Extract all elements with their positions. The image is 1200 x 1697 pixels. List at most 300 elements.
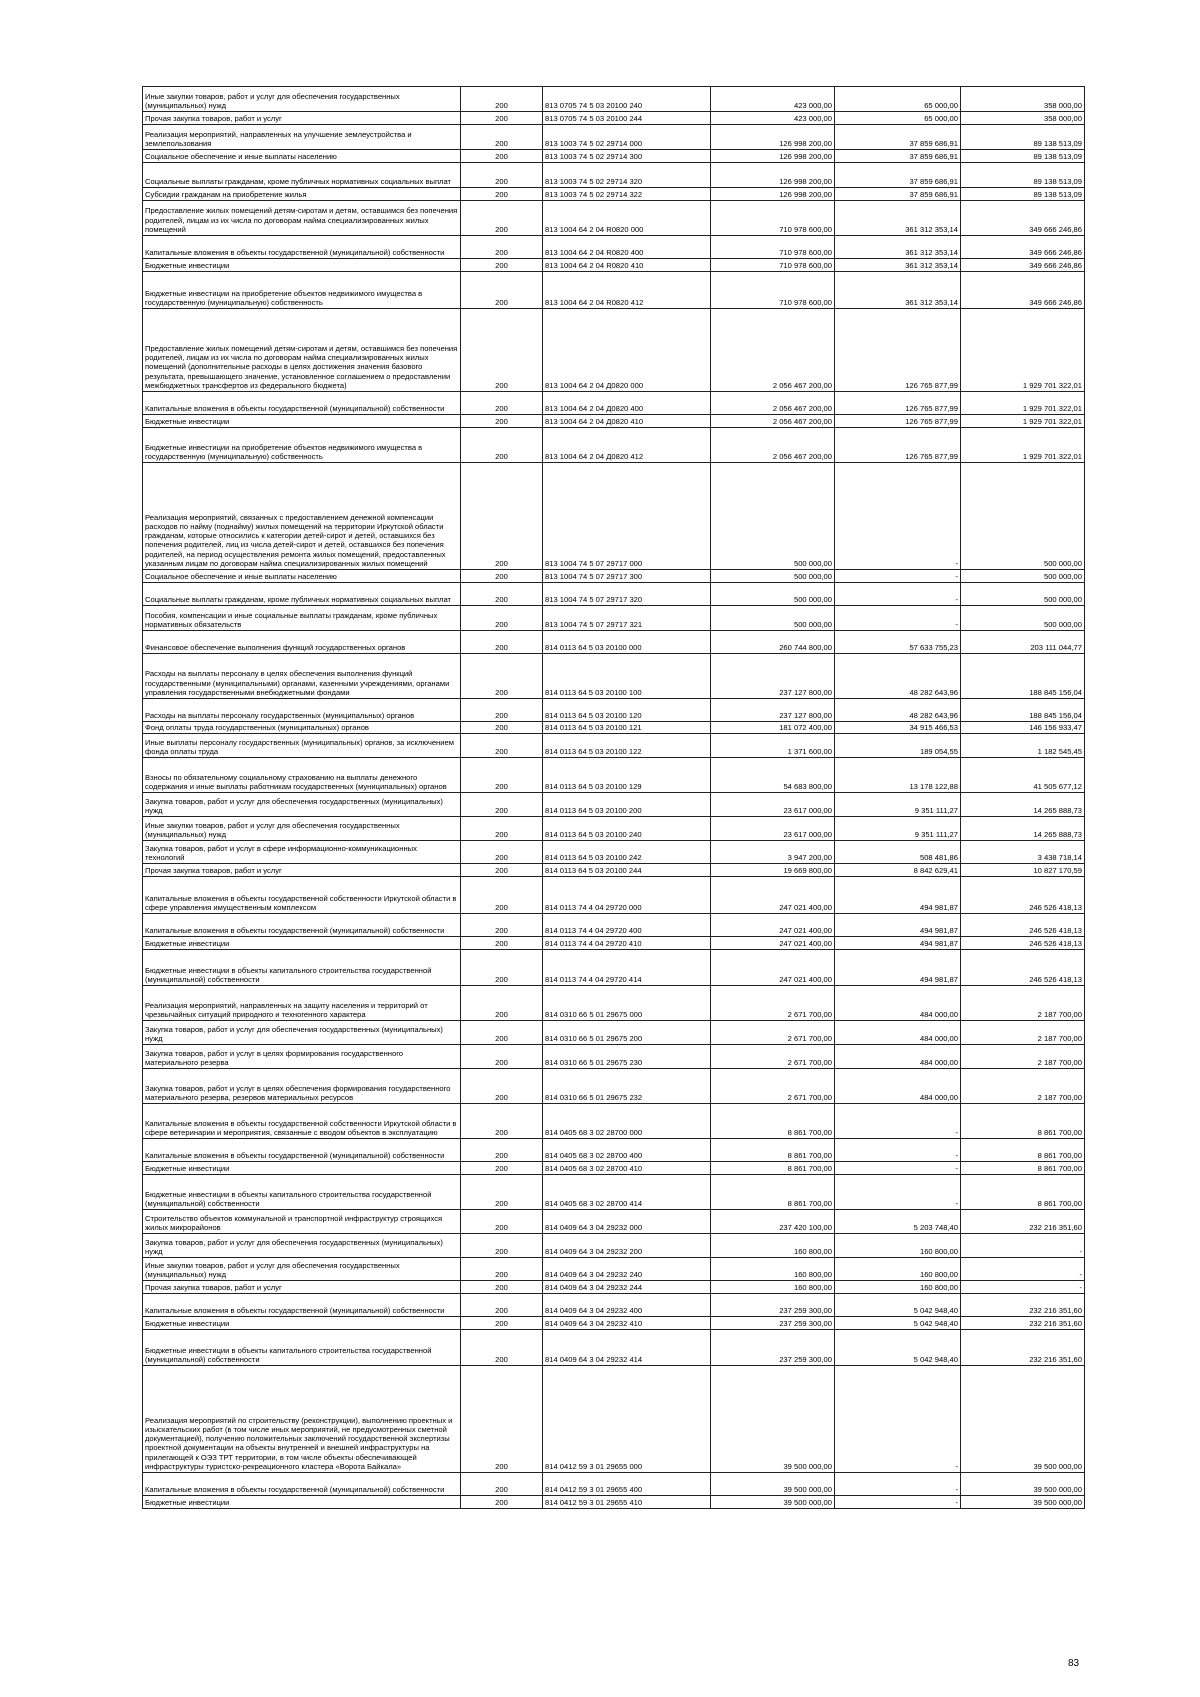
line-code: 200 [461,914,543,937]
budget-classification-code: 814 0310 66 5 01 29675 230 [543,1045,711,1069]
budget-classification-code: 814 0113 74 4 04 29720 414 [543,950,711,986]
unexecuted-amount: 1 929 701 322,01 [961,428,1085,463]
approved-amount: 39 500 000,00 [711,1496,835,1509]
line-code: 200 [461,734,543,758]
line-code: 200 [461,259,543,272]
budget-classification-code: 813 1004 74 5 07 29717 300 [543,570,711,583]
budget-classification-code: 814 0310 66 5 01 29675 200 [543,1021,711,1045]
executed-amount: 160 800,00 [835,1281,961,1294]
approved-amount: 2 056 467 200,00 [711,415,835,428]
line-code: 200 [461,1021,543,1045]
table-row [143,87,1085,112]
page-number: 83 [1068,1658,1080,1669]
unexecuted-amount: 246 526 418,13 [961,937,1085,950]
line-code: 200 [461,428,543,463]
table-row [143,463,1085,570]
row-name: Реализация мероприятий, направленных на защиту населения и территорий от чрезвычайных ситуаций природного и техногенного характера [143,986,461,1021]
executed-amount: 37 859 686,91 [835,125,961,150]
executed-amount: 9 351 111,27 [835,793,961,817]
line-code: 200 [461,163,543,188]
line-code: 200 [461,1366,543,1473]
line-code: 200 [461,1330,543,1366]
table-row [143,272,1085,309]
executed-amount: 484 000,00 [835,1045,961,1069]
table-row [143,699,1085,722]
executed-amount: 361 312 353,14 [835,272,961,309]
line-code: 200 [461,950,543,986]
line-code: 200 [461,463,543,570]
budget-classification-code: 814 0310 66 5 01 29675 232 [543,1069,711,1104]
unexecuted-amount: 232 216 351,60 [961,1317,1085,1330]
table-row [143,606,1085,631]
approved-amount: 54 683 800,00 [711,758,835,793]
table-row [143,1330,1085,1366]
executed-amount: 65 000,00 [835,112,961,125]
budget-classification-code: 814 0409 64 3 04 29232 410 [543,1317,711,1330]
row-name: Закупка товаров, работ и услуг в целях формирования государственного материального резерва [143,1045,461,1069]
approved-amount: 160 800,00 [711,1281,835,1294]
table-row [143,125,1085,150]
table-row [143,817,1085,841]
approved-amount: 260 744 800,00 [711,631,835,654]
row-name: Бюджетные инвестиции в объекты капитального строительства государственной (муниципальной) собственности [143,1330,461,1366]
line-code: 200 [461,1258,543,1281]
row-name: Капитальные вложения в объекты государственной (муниципальной) собственности [143,1473,461,1496]
table-row [143,1139,1085,1162]
row-name: Прочая закупка товаров, работ и услуг [143,1281,461,1294]
budget-classification-code: 814 0405 68 3 02 28700 410 [543,1162,711,1175]
approved-amount: 160 800,00 [711,1258,835,1281]
budget-classification-code: 814 0405 68 3 02 28700 000 [543,1104,711,1139]
approved-amount: 2 056 467 200,00 [711,309,835,392]
approved-amount: 2 671 700,00 [711,986,835,1021]
table-row [143,188,1085,201]
approved-amount: 8 861 700,00 [711,1139,835,1162]
table-row [143,734,1085,758]
line-code: 200 [461,112,543,125]
executed-amount: 37 859 686,91 [835,163,961,188]
executed-amount: 37 859 686,91 [835,188,961,201]
unexecuted-amount: 246 526 418,13 [961,877,1085,914]
line-code: 200 [461,1317,543,1330]
row-name: Бюджетные инвестиции в объекты капитального строительства государственной (муниципальной) собственности [143,950,461,986]
row-name: Капитальные вложения в объекты государственной (муниципальной) собственности [143,914,461,937]
row-name: Расходы на выплаты персоналу в целях обеспечения выполнения функций государственными (муниципальными) органами, казенными учреждениями, органами управления государственными внебюджетными фондами [143,654,461,699]
executed-amount: - [835,1366,961,1473]
budget-classification-code: 814 0113 74 4 04 29720 410 [543,937,711,950]
table-row [143,1069,1085,1104]
budget-classification-code: 813 1004 74 5 07 29717 320 [543,583,711,606]
unexecuted-amount: 41 505 677,12 [961,758,1085,793]
row-name: Предоставление жилых помещений детям-сиротам и детям, оставшимся без попечения родителей, лицам из их числа по договорам найма специализированных жилых помещений [143,201,461,236]
unexecuted-amount: 349 666 246,86 [961,236,1085,259]
row-name: Строительство объектов коммунальной и транспортной инфраструктур строящихся жилых микрорайонов [143,1210,461,1234]
approved-amount: 8 861 700,00 [711,1104,835,1139]
unexecuted-amount: - [961,1281,1085,1294]
executed-amount: 34 915 466,53 [835,722,961,734]
table-row [143,793,1085,817]
row-name: Пособия, компенсации и иные социальные выплаты гражданам, кроме публичных нормативных обязательств [143,606,461,631]
table-row [143,1045,1085,1069]
line-code: 200 [461,1294,543,1317]
budget-classification-code: 813 1004 64 2 04 R0820 400 [543,236,711,259]
budget-classification-code: 813 1004 74 5 07 29717 000 [543,463,711,570]
executed-amount: 126 765 877,99 [835,415,961,428]
budget-classification-code: 813 1004 64 2 04 R0820 410 [543,259,711,272]
approved-amount: 710 978 600,00 [711,236,835,259]
row-name: Социальные выплаты гражданам, кроме публичных нормативных социальных выплат [143,163,461,188]
table-row [143,201,1085,236]
table-row [143,570,1085,583]
executed-amount: 484 000,00 [835,1069,961,1104]
executed-amount: 361 312 353,14 [835,236,961,259]
table-row [143,1294,1085,1317]
table-row [143,150,1085,163]
unexecuted-amount: 188 845 156,04 [961,654,1085,699]
table-row [143,236,1085,259]
row-name: Субсидии гражданам на приобретение жилья [143,188,461,201]
row-name: Иные закупки товаров, работ и услуг для обеспечения государственных (муниципальных) нужд [143,87,461,112]
table-row [143,1473,1085,1496]
unexecuted-amount: 89 138 513,09 [961,150,1085,163]
approved-amount: 247 021 400,00 [711,914,835,937]
unexecuted-amount: 146 156 933,47 [961,722,1085,734]
unexecuted-amount: 246 526 418,13 [961,914,1085,937]
approved-amount: 237 127 800,00 [711,654,835,699]
budget-classification-code: 813 1004 74 5 07 29717 321 [543,606,711,631]
line-code: 200 [461,150,543,163]
budget-table [142,86,1085,1509]
row-name: Прочая закупка товаров, работ и услуг [143,864,461,877]
unexecuted-amount: 14 265 888,73 [961,817,1085,841]
approved-amount: 8 861 700,00 [711,1175,835,1210]
budget-classification-code: 813 1004 64 2 04 Д0820 412 [543,428,711,463]
row-name: Капитальные вложения в объекты государственной собственности Иркутской области в сфере управления имущественным комплексом [143,877,461,914]
executed-amount: 126 765 877,99 [835,309,961,392]
executed-amount: 13 178 122,88 [835,758,961,793]
approved-amount: 39 500 000,00 [711,1473,835,1496]
unexecuted-amount: 203 111 044,77 [961,631,1085,654]
executed-amount: 189 054,55 [835,734,961,758]
budget-classification-code: 814 0113 64 5 03 20100 242 [543,841,711,864]
unexecuted-amount: 89 138 513,09 [961,188,1085,201]
unexecuted-amount: 2 187 700,00 [961,1021,1085,1045]
approved-amount: 23 617 000,00 [711,817,835,841]
executed-amount: - [835,583,961,606]
executed-amount: 48 282 643,96 [835,654,961,699]
budget-classification-code: 814 0409 64 3 04 29232 200 [543,1234,711,1258]
row-name: Капитальные вложения в объекты государственной (муниципальной) собственности [143,236,461,259]
executed-amount: 9 351 111,27 [835,817,961,841]
approved-amount: 710 978 600,00 [711,201,835,236]
row-name: Иные закупки товаров, работ и услуг для обеспечения государственных (муниципальных) нужд [143,1258,461,1281]
table-row [143,1210,1085,1234]
unexecuted-amount: 8 861 700,00 [961,1139,1085,1162]
line-code: 200 [461,986,543,1021]
unexecuted-amount: 39 500 000,00 [961,1496,1085,1509]
row-name: Иные выплаты персоналу государственных (муниципальных) органов, за исключением фонда оплаты труда [143,734,461,758]
budget-classification-code: 813 0705 74 5 03 20100 244 [543,112,711,125]
line-code: 200 [461,817,543,841]
approved-amount: 237 259 300,00 [711,1330,835,1366]
unexecuted-amount: 2 187 700,00 [961,986,1085,1021]
approved-amount: 2 671 700,00 [711,1069,835,1104]
approved-amount: 500 000,00 [711,463,835,570]
unexecuted-amount: 188 845 156,04 [961,699,1085,722]
budget-classification-code: 814 0409 64 3 04 29232 240 [543,1258,711,1281]
unexecuted-amount: - [961,1258,1085,1281]
row-name: Реализация мероприятий, связанных с предоставлением денежной компенсации расходов по найму (поднайму) жилых помещений на территории Иркутской области гражданам, которые относились к категории детей-сирот и детей, оставшихся без попечения родителей, лиц из числа детей-сирот и детей, оставшихся без попечения родителей, на период осуществления ремонта жилых помещений, предоставленных указанным лицам по договорам найма специализированных жилых помещений [143,463,461,570]
unexecuted-amount: 232 216 351,60 [961,1330,1085,1366]
row-name: Бюджетные инвестиции [143,937,461,950]
budget-classification-code: 813 1004 64 2 04 Д0820 000 [543,309,711,392]
executed-amount: 361 312 353,14 [835,201,961,236]
line-code: 200 [461,722,543,734]
line-code: 200 [461,392,543,415]
unexecuted-amount: 232 216 351,60 [961,1210,1085,1234]
row-name: Закупка товаров, работ и услуг для обеспечения государственных (муниципальных) нужд [143,1234,461,1258]
line-code: 200 [461,236,543,259]
row-name: Бюджетные инвестиции [143,1162,461,1175]
budget-classification-code: 813 1004 64 2 04 Д0820 400 [543,392,711,415]
row-name: Капитальные вложения в объекты государственной (муниципальной) собственности [143,392,461,415]
budget-classification-code: 813 1003 74 5 02 29714 300 [543,150,711,163]
approved-amount: 23 617 000,00 [711,793,835,817]
executed-amount: 160 800,00 [835,1258,961,1281]
executed-amount: - [835,570,961,583]
row-name: Фонд оплаты труда государственных (муниципальных) органов [143,722,461,734]
row-name: Расходы на выплаты персоналу государственных (муниципальных) органов [143,699,461,722]
budget-classification-code: 814 0412 59 3 01 29655 410 [543,1496,711,1509]
unexecuted-amount: 89 138 513,09 [961,163,1085,188]
executed-amount: 57 633 755,23 [835,631,961,654]
approved-amount: 126 998 200,00 [711,188,835,201]
budget-classification-code: 814 0113 64 5 03 20100 120 [543,699,711,722]
budget-classification-code: 814 0113 64 5 03 20100 122 [543,734,711,758]
line-code: 200 [461,1496,543,1509]
row-name: Бюджетные инвестиции на приобретение объектов недвижимого имущества в государственную (муниципальную) собственность [143,428,461,463]
unexecuted-amount: 1 929 701 322,01 [961,392,1085,415]
approved-amount: 237 420 100,00 [711,1210,835,1234]
executed-amount: 508 481,86 [835,841,961,864]
line-code: 200 [461,758,543,793]
table-body [143,87,1085,1509]
budget-classification-code: 814 0113 74 4 04 29720 400 [543,914,711,937]
row-name: Социальные выплаты гражданам, кроме публичных нормативных социальных выплат [143,583,461,606]
budget-classification-code: 814 0405 68 3 02 28700 400 [543,1139,711,1162]
approved-amount: 423 000,00 [711,112,835,125]
unexecuted-amount: 358 000,00 [961,112,1085,125]
approved-amount: 126 998 200,00 [711,125,835,150]
budget-classification-code: 813 0705 74 5 03 20100 240 [543,87,711,112]
table-row [143,937,1085,950]
line-code: 200 [461,1045,543,1069]
unexecuted-amount: 8 861 700,00 [961,1104,1085,1139]
row-name: Взносы по обязательному социальному страхованию на выплаты денежного содержания и иные выплаты работникам государственных (муниципальных) органов [143,758,461,793]
unexecuted-amount: 8 861 700,00 [961,1175,1085,1210]
approved-amount: 237 259 300,00 [711,1317,835,1330]
table-row [143,986,1085,1021]
line-code: 200 [461,877,543,914]
approved-amount: 500 000,00 [711,606,835,631]
unexecuted-amount: 1 929 701 322,01 [961,415,1085,428]
row-name: Капитальные вложения в объекты государственной (муниципальной) собственности [143,1294,461,1317]
row-name: Предоставление жилых помещений детям-сиротам и детям, оставшимся без попечения родителей, лицам из их числа по договорам найма специализированных жилых помещений (дополнительные расходы в целях достижения значения базового результата, превышающего значение, установленное соглашением о предоставлении межбюджетных трансфертов из федерального бюджета) [143,309,461,392]
table-row [143,1317,1085,1330]
line-code: 200 [461,1210,543,1234]
budget-classification-code: 813 1004 64 2 04 Д0820 410 [543,415,711,428]
unexecuted-amount: 358 000,00 [961,87,1085,112]
row-name: Бюджетные инвестиции на приобретение объектов недвижимого имущества в государственную (муниципальную) собственность [143,272,461,309]
table-row [143,309,1085,392]
table-row [143,415,1085,428]
approved-amount: 247 021 400,00 [711,877,835,914]
line-code: 200 [461,309,543,392]
executed-amount: - [835,463,961,570]
line-code: 200 [461,1162,543,1175]
approved-amount: 710 978 600,00 [711,259,835,272]
budget-classification-code: 814 0113 64 5 03 20100 240 [543,817,711,841]
unexecuted-amount: 349 666 246,86 [961,259,1085,272]
table-row [143,163,1085,188]
budget-classification-code: 813 1003 74 5 02 29714 322 [543,188,711,201]
executed-amount: - [835,1162,961,1175]
line-code: 200 [461,125,543,150]
table-row [143,392,1085,415]
row-name: Реализация мероприятий, направленных на улучшение землеустройства и землепользования [143,125,461,150]
unexecuted-amount: 10 827 170,59 [961,864,1085,877]
budget-classification-code: 814 0113 64 5 03 20100 200 [543,793,711,817]
row-name: Бюджетные инвестиции [143,415,461,428]
executed-amount: - [835,1104,961,1139]
table-row [143,1234,1085,1258]
line-code: 200 [461,1473,543,1496]
table-row [143,1162,1085,1175]
executed-amount: 126 765 877,99 [835,392,961,415]
table-row [143,1104,1085,1139]
budget-classification-code: 814 0409 64 3 04 29232 400 [543,1294,711,1317]
approved-amount: 247 021 400,00 [711,937,835,950]
executed-amount: 484 000,00 [835,1021,961,1045]
line-code: 200 [461,415,543,428]
table-row [143,877,1085,914]
approved-amount: 2 056 467 200,00 [711,392,835,415]
executed-amount: 494 981,87 [835,914,961,937]
executed-amount: - [835,1473,961,1496]
unexecuted-amount: 2 187 700,00 [961,1045,1085,1069]
budget-classification-code: 814 0409 64 3 04 29232 414 [543,1330,711,1366]
unexecuted-amount: 500 000,00 [961,606,1085,631]
executed-amount: 126 765 877,99 [835,428,961,463]
line-code: 200 [461,1139,543,1162]
executed-amount: 361 312 353,14 [835,259,961,272]
line-code: 200 [461,272,543,309]
table-row [143,428,1085,463]
table-row [143,1366,1085,1473]
unexecuted-amount: 1 929 701 322,01 [961,309,1085,392]
approved-amount: 126 998 200,00 [711,150,835,163]
unexecuted-amount: 246 526 418,13 [961,950,1085,986]
approved-amount: 8 861 700,00 [711,1162,835,1175]
table-row [143,259,1085,272]
unexecuted-amount: 8 861 700,00 [961,1162,1085,1175]
table-row [143,583,1085,606]
budget-classification-code: 814 0409 64 3 04 29232 244 [543,1281,711,1294]
approved-amount: 237 259 300,00 [711,1294,835,1317]
executed-amount: 65 000,00 [835,87,961,112]
row-name: Бюджетные инвестиции в объекты капитального строительства государственной (муниципальной) собственности [143,1175,461,1210]
table-row [143,1496,1085,1509]
row-name: Капитальные вложения в объекты государственной (муниципальной) собственности [143,1139,461,1162]
budget-classification-code: 814 0412 59 3 01 29655 400 [543,1473,711,1496]
row-name: Капитальные вложения в объекты государственной собственности Иркутской области в сфере ветеринарии и мероприятия, связанные с вводом объектов в эксплуатацию [143,1104,461,1139]
unexecuted-amount: 3 438 718,14 [961,841,1085,864]
budget-classification-code: 814 0113 64 5 03 20100 244 [543,864,711,877]
approved-amount: 3 947 200,00 [711,841,835,864]
table-row [143,1281,1085,1294]
approved-amount: 500 000,00 [711,583,835,606]
line-code: 200 [461,201,543,236]
unexecuted-amount: 349 666 246,86 [961,201,1085,236]
approved-amount: 160 800,00 [711,1234,835,1258]
executed-amount: - [835,606,961,631]
row-name: Финансовое обеспечение выполнения функций государственных органов [143,631,461,654]
table-row [143,631,1085,654]
unexecuted-amount: - [961,1234,1085,1258]
line-code: 200 [461,570,543,583]
row-name: Бюджетные инвестиции [143,259,461,272]
table-row [143,654,1085,699]
unexecuted-amount: 349 666 246,86 [961,272,1085,309]
executed-amount: 5 203 748,40 [835,1210,961,1234]
line-code: 200 [461,1281,543,1294]
row-name: Закупка товаров, работ и услуг для обеспечения государственных (муниципальных) нужд [143,1021,461,1045]
table-row [143,1175,1085,1210]
unexecuted-amount: 39 500 000,00 [961,1473,1085,1496]
approved-amount: 423 000,00 [711,87,835,112]
row-name: Закупка товаров, работ и услуг в целях обеспечения формирования государственного материального резерва, резервов материальных ресурсов [143,1069,461,1104]
row-name: Реализация мероприятий по строительству (реконструкции), выполнению проектных и изыскательских работ (в том числе иных мероприятий, не предусмотренных сметной документацией), получению положительных заключений государственной экспертизы проектной документации на объекты внутренней и внешней инфраструктуры на прилегающей к ОЭЗ ТРТ территории, в том числе объекты обеспечивающей инфраструктуры туристско-рекреационного кластера «Ворота Байкала» [143,1366,461,1473]
approved-amount: 710 978 600,00 [711,272,835,309]
budget-classification-code: 813 1004 64 2 04 R0820 412 [543,272,711,309]
unexecuted-amount: 500 000,00 [961,570,1085,583]
row-name: Иные закупки товаров, работ и услуг для обеспечения государственных (муниципальных) нужд [143,817,461,841]
unexecuted-amount: 1 182 545,45 [961,734,1085,758]
budget-classification-code: 813 1003 74 5 02 29714 320 [543,163,711,188]
approved-amount: 126 998 200,00 [711,163,835,188]
budget-classification-code: 813 1003 74 5 02 29714 000 [543,125,711,150]
budget-classification-code: 814 0310 66 5 01 29675 000 [543,986,711,1021]
executed-amount: 5 042 948,40 [835,1294,961,1317]
executed-amount: 494 981,87 [835,937,961,950]
line-code: 200 [461,188,543,201]
approved-amount: 247 021 400,00 [711,950,835,986]
line-code: 200 [461,793,543,817]
line-code: 200 [461,1069,543,1104]
unexecuted-amount: 232 216 351,60 [961,1294,1085,1317]
budget-classification-code: 814 0113 64 5 03 20100 000 [543,631,711,654]
budget-classification-code: 814 0412 59 3 01 29655 000 [543,1366,711,1473]
approved-amount: 181 072 400,00 [711,722,835,734]
table-row [143,722,1085,734]
line-code: 200 [461,87,543,112]
line-code: 200 [461,937,543,950]
budget-classification-code: 814 0113 64 5 03 20100 100 [543,654,711,699]
unexecuted-amount: 14 265 888,73 [961,793,1085,817]
approved-amount: 19 669 800,00 [711,864,835,877]
line-code: 200 [461,1175,543,1210]
executed-amount: - [835,1139,961,1162]
